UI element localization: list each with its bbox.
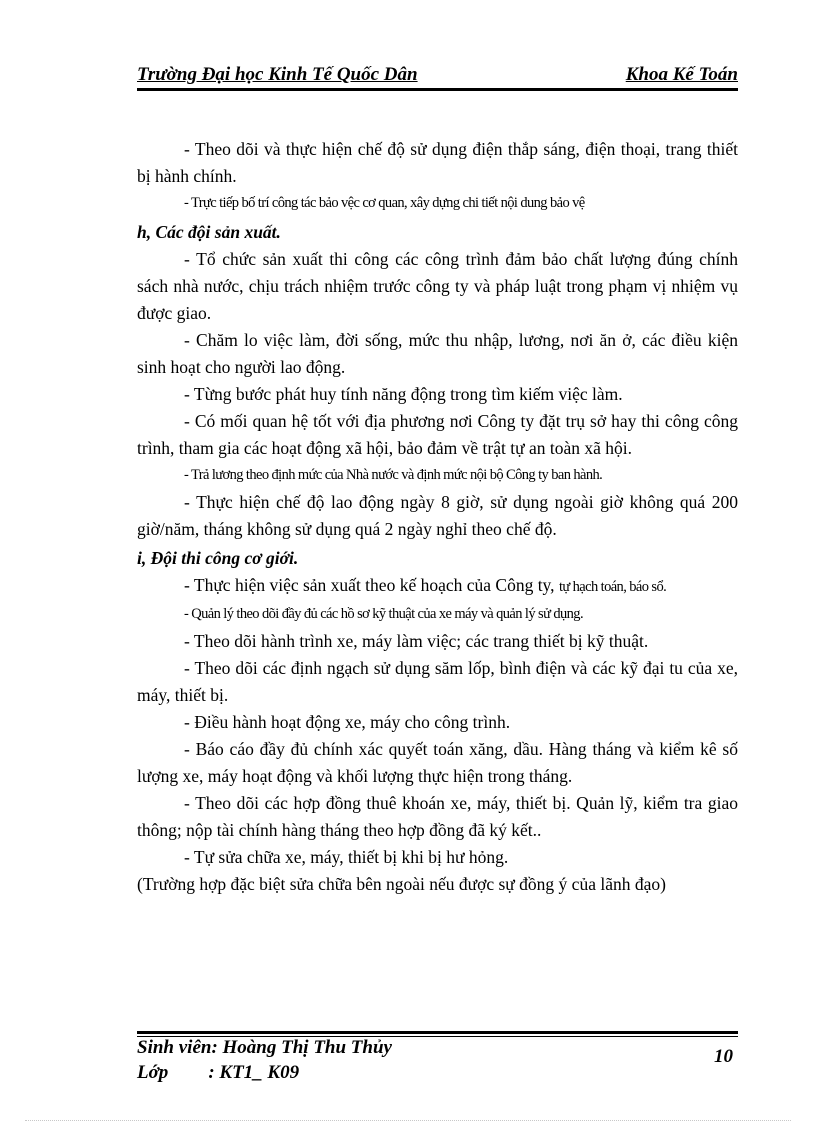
page-edge-dotted-line: [25, 1120, 791, 1121]
paragraph: - Từng bước phát huy tính năng động trong tìm kiếm việc làm.: [184, 384, 623, 404]
header-rule: [137, 88, 738, 91]
paragraph: - Báo cáo đầy đủ chính xác quyết toán xăng, dầu. Hàng tháng và kiểm kê số lượng xe, máy hoạt động và khối lượng thực hiện trong tháng.: [137, 739, 738, 786]
section-heading-h: h, Các đội sản xuất.: [137, 222, 281, 242]
header-faculty: Khoa Kế Toán: [625, 64, 738, 85]
footer-class-label: Lớp: [137, 1062, 169, 1083]
paragraph: - Theo dõi và thực hiện chế độ sử dụng điện thắp sáng, điện thoại, trang thiết bị hành chính.: [137, 139, 738, 186]
paragraph: - Có mối quan hệ tốt với địa phương nơi Công ty đặt trụ sở hay thi công công trình, tham gia các hoạt động xã hội, bảo đảm về trật tự an toàn xã hội.: [137, 411, 738, 458]
paragraph: - Thực hiện chế độ lao động ngày 8 giờ, sử dụng ngoài giờ không quá 200 giờ/năm, tháng không sử dụng quá 2 ngày nghỉ theo chế độ.: [137, 492, 738, 539]
footer-class-value: : KT1_ K09: [208, 1062, 300, 1083]
paragraph-part: tự hạch toán, báo sổ.: [558, 579, 667, 595]
document-body: [137, 136, 738, 898]
paragraph: - Chăm lo việc làm, đời sống, mức thu nhập, lương, nơi ăn ở, các điều kiện sinh hoạt cho người lao động.: [137, 330, 738, 377]
footer-student: Sinh viên: Hoàng Thị Thu Thủy: [137, 1037, 392, 1058]
header-school: Trường Đại học Kinh Tế Quốc Dân: [137, 64, 418, 85]
page-number: 10: [714, 1046, 733, 1067]
footer-rule-thick: [137, 1031, 738, 1034]
paragraph: - Theo dõi hành trình xe, máy làm việc; các trang thiết bị kỹ thuật.: [184, 631, 649, 651]
page-header: [137, 64, 738, 88]
paragraph: - Tự sửa chữa xe, máy, thiết bị khi bị hư hỏng.: [184, 847, 509, 867]
paragraph: - Theo dõi các định ngạch sử dụng săm lốp, bình điện và các kỹ đại tu của xe, máy, thiết bị.: [137, 658, 738, 705]
paragraph: - Theo dõi các hợp đồng thuê khoán xe, máy, thiết bị. Quản lỹ, kiểm tra giao thông; nộp tài chính hàng tháng theo hợp đồng đã ký kết..: [137, 793, 738, 840]
paragraph: (Trường hợp đặc biệt sửa chữa bên ngoài nếu được sự đồng ý của lãnh đạo): [137, 874, 666, 894]
paragraph: - Quản lý theo dõi đầy đủ các hồ sơ kỹ thuật của xe máy và quản lý sử dụng.: [184, 606, 583, 622]
paragraph: - Trả lương theo định mức của Nhà nước và định mức nội bộ Công ty ban hành.: [184, 467, 603, 483]
paragraph: - Điều hành hoạt động xe, máy cho công trình.: [184, 712, 511, 732]
paragraph: - Tổ chức sản xuất thi công các công trình đảm bảo chất lượng đúng chính sách nhà nước, chịu trách nhiệm trước công ty và pháp luật trong phạm vị nhiệm vụ được giao.: [137, 249, 738, 323]
paragraph-part: - Thực hiện việc sản xuất theo kế hoạch của Công ty,: [184, 575, 555, 595]
paragraph: - Trực tiếp bố trí công tác bảo vệc cơ quan, xây dựng chi tiết nội dung bảo vệ: [184, 195, 585, 211]
section-heading-i: i, Đội thi công cơ giới.: [137, 548, 299, 568]
footer-class: [137, 1062, 299, 1084]
paragraph: [137, 572, 738, 601]
